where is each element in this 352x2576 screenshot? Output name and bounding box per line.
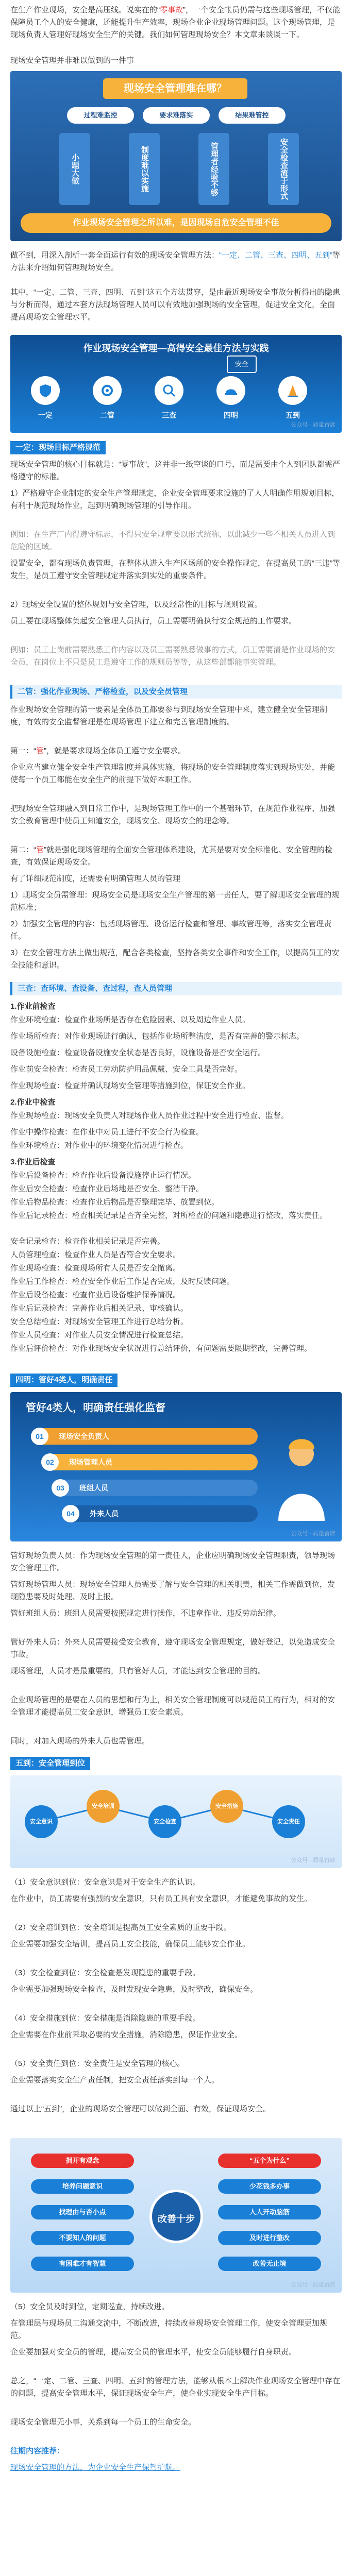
s1-p9-a: 第一：“ xyxy=(10,747,36,755)
s3-p20: 作业后设备检查：检查作业后设备维护保养情况。 xyxy=(10,1291,181,1299)
s1-p12-b: 管 xyxy=(36,845,44,854)
s4-p6: 企业现场管理的是要在人员的思想和行为上，相关安全管理制度可以规范员工的行为，相对的安全管理才能提高员工安全意识，增强员工安全素质。 xyxy=(10,1696,336,1717)
bar-num-1: 01 xyxy=(31,1428,48,1445)
pill-1: 过程难监控 xyxy=(67,107,134,124)
s5-p2: 在作业中，员工需要有强烈的安全意识，只有员工具有安全意识，才能避免事故的发生。 xyxy=(10,1894,312,1903)
figure-question: 现场安全管理难在哪？ xyxy=(103,78,247,99)
s5-p8: 企业需要在作业前采取必要的安全措施，消除隐患，保证作业安全。 xyxy=(10,2030,243,2039)
section-head-3: 三查：查环境、查设备、查过程，查人员管理 xyxy=(10,982,342,995)
s4-p7: 同时，对加入现场的外来人员也需管理。 xyxy=(10,1737,150,1745)
people-icon xyxy=(273,1433,330,1526)
ten-right-4: 及时进行整改 xyxy=(218,2231,321,2245)
s1-p12-a: 第二：“ xyxy=(10,845,36,854)
section-head-1: 一定：现场目标严格规范 xyxy=(10,441,106,454)
s3-p15: 作业后记录检查：检查相关记录是否齐全完整，对所检查的问题和隐患进行整改，落实责任。 xyxy=(10,1211,328,1220)
ten-left-3: 找理由与否小点 xyxy=(31,2205,134,2219)
pill-3: 结果难管控 xyxy=(219,107,286,124)
intro-text-a: 在生产作业现场，安全是高压线。说实在的“ xyxy=(10,6,160,14)
watermark: 公众号 · 质量首席 xyxy=(291,422,336,428)
s1-p9-c: ”，就是要求现场全体员工遵守安全要求。 xyxy=(44,747,186,755)
step-1: 安全意识 xyxy=(25,1805,58,1838)
mid-paragraph-2: 其中，“一定、二管、三查、四明、五到”这五个方法贯穿，是由最近现场安全事故分析得出的隐患与分析而得，通过本套方法现场管理人员可以有效地加强现场的安全管理，促进安全文化，全面提高现场安全管理水平。 xyxy=(10,288,340,321)
pill-2: 要求难落实 xyxy=(143,107,210,124)
s3-p8: 作业现场检查：现场安全负责人对现场作业人员作业过程中安全进行检查、监督。 xyxy=(10,1111,289,1120)
ten-right-2: 少花钱多办事 xyxy=(218,2179,321,2194)
s1-p12 xyxy=(10,844,342,869)
figure-method-title: 作业现场安全管理—高得安全最佳方法与实践 xyxy=(83,343,269,353)
s5-p5: （3）安全检查到位：安全检查是发现隐患的重要手段。 xyxy=(10,1969,200,1977)
ten-right-1: “五个为什么” xyxy=(218,2154,321,2168)
s5-p1: （1）安全意识到位：安全意识是对于安全生产的认识。 xyxy=(10,1878,200,1887)
s1-p3: 例如：在生产厂内得遵守标志，不得只安全规章要以形式统称，以此减少一些不相关人员进入到危险的区域。 xyxy=(10,530,336,551)
item-icon-2 xyxy=(93,376,122,405)
mid-paragraph-1 xyxy=(10,249,342,274)
figure-ten-steps xyxy=(10,2138,342,2293)
s3-p19: 作业后工作检查：检查安全作业后工作是否完成，及时反馈问题。 xyxy=(10,1277,235,1286)
mid-text-c: 等方法来介绍如何管理现场安全。 xyxy=(10,251,341,272)
s1-p10: 企业应当建立健全安全生产管理制度并具体实施，将现场的安全管理制度落实到现场实处，并能使每一个员工都能在安全生产的前提下做好本职工作。 xyxy=(10,763,336,784)
item-icon-4 xyxy=(216,376,245,405)
s4-p3: 管好班组人员：班组人员需要按照规定进行操作，不违章作业、违反劳动纪律。 xyxy=(10,1609,281,1618)
step-5: 安全责任 xyxy=(272,1805,305,1838)
s5-p9: （5）安全责任到位：安全责任是安全管理的核心。 xyxy=(10,2059,185,2068)
column-2: 制度难以实施 xyxy=(129,133,160,205)
s1-p7: 例如：员工上岗前需要熟悉工作内容以及员工需要熟悉做事的方式，员工需要清楚作业现场的安全员，在岗位上不只是员工是遵守工作的规则员等等，从这些部都能事实管理。 xyxy=(10,646,336,667)
s1-p15: 2）加强安全管理的内容：包括现场管理、设备运行检查和管理、事故管理等，落实安全管理责任。 xyxy=(10,920,332,941)
intro-text-b: ”，一个安全帐员仍需与这些现场管理，不仅能保障员工个人的安全健康，还能提升生产效率，现场企业企业现场管理问题。这个现场管理，是现场负责人管理好现场安全生产的关键。我们如何管理现场安全？本文章来谈谈一下。 xyxy=(10,6,341,39)
cone-icon xyxy=(285,383,300,398)
s3-p13: 作业后安全检查：检查作业后场地是否安全、整洁干净。 xyxy=(10,1184,204,1193)
s4-p2: 管好现场管理人员：现场安全管理人员需要了解与安全管理的相关职责，相关工作需做到位，发现隐患要及时处理、及时上报。 xyxy=(10,1580,336,1601)
s1-p4: 设置安全，都有现场负责管理，在整体从进入生产区场所的安全操作规定，在提高员工的“三违”等发生，是员工遵守安全管理规定并落实到实处的重要条件。 xyxy=(10,559,340,580)
s3-p16: 安全记录检查：检查作业相关记录是否完善。 xyxy=(10,1237,165,1246)
outro-p1: （5）安全员及时到位，定期巡查，持续改进。 xyxy=(10,2302,170,2311)
s3-p7: 2.作业中检查 xyxy=(10,1098,56,1107)
search-icon xyxy=(161,383,177,398)
bar-2: 现场管理人员 xyxy=(41,1454,258,1470)
s3-p11: 3.作业后检查 xyxy=(10,1158,56,1166)
section-head-5: 五到：安全管理到位 xyxy=(10,1757,90,1770)
step-2: 安全培训 xyxy=(87,1790,120,1823)
bar-num-3: 03 xyxy=(52,1479,69,1497)
s1-p16: 3）在安全管理方法上做出规范，配合各类检查，坚持各类安全事件和安全工作，以提高员工的安全技能和意识。 xyxy=(10,948,340,970)
s5-p7: （4）安全措施到位：安全措施是消除隐患的重要手段。 xyxy=(10,2014,200,2023)
bar-3: 班组人员 xyxy=(52,1480,258,1496)
s1-p5: 2）现场安全设置的整体规划与安全管理，以及经常性的目标与规则设置。 xyxy=(10,600,262,609)
column-3: 管理者经验不够 xyxy=(198,133,229,205)
ten-right-3: 人人开动脑筋 xyxy=(218,2205,321,2219)
s1-p9 xyxy=(10,745,342,757)
s1-p2: 1）严格遵守企业制定的安全生产管理规定，企业安全管理要求设施的了人人明确作用规划目标，有利于规范现场作业，起到明确现场管理的引导作用。 xyxy=(10,489,340,510)
s3-p24: 作业后评价检查：对作业现场安全状况进行总结评价，有问题需要限期整改，完善管理。 xyxy=(10,1344,312,1353)
bar-num-2: 02 xyxy=(41,1453,59,1471)
ten-left-2: 培养问题意识 xyxy=(31,2179,134,2194)
item-label-4: 四明 xyxy=(224,411,238,419)
bar-num-4: 04 xyxy=(62,1505,79,1522)
s1-p11: 把现场安全管理融入到日常工作中，是现场管理工作中的一个基础环节，在规范作业程序、加强安全教育管理中使员工知道安全，现场安全、现场安全的理念等。 xyxy=(10,804,336,825)
outro-p2: 在管理层与现场员工沟通交流中，不断改进，持续改善现场安全管理工作，使安全管理更加规范。 xyxy=(10,2319,328,2340)
item-label-3: 三查 xyxy=(162,411,176,419)
s3-p12: 作业后设备检查：检查作业后设备设施停止运行情况。 xyxy=(10,1171,196,1180)
figure-four-people xyxy=(10,1392,342,1541)
s3-p10: 作业环境检查：对作业中的环境变化情况进行检查。 xyxy=(10,1141,189,1150)
s3-p4: 设备设施检查：检查设备设施安全状态是否良好，设施设备是否安全运行。 xyxy=(10,1048,266,1057)
step-3: 安全检查 xyxy=(148,1805,181,1838)
s1-p6: 员工要在现场整体负起安全管理人员执行，员工需要明确执行安全规范的工作要求。 xyxy=(10,617,297,625)
ten-center: 改善十步 xyxy=(149,2190,203,2243)
ten-right-5: 改善无止境 xyxy=(218,2257,321,2271)
s3-p9: 作业中操作检查：在作业中对员工进行不安全行为检查。 xyxy=(10,1128,204,1137)
s5-p6: 企业需要加强现场安全检查，及时发现安全隐患，及时整改，确保安全。 xyxy=(10,1985,258,1994)
figure-five-steps xyxy=(10,1775,342,1868)
s3-p6: 作业现场检查：检查并确认现场安全管理等措施到位，保证安全作业。 xyxy=(10,1081,250,1090)
section-sub-1: 二管：强化作业现场、严格检查，以及安全员管理 xyxy=(10,685,342,699)
mid-text-highlight: “一定、二管、三查、四明、五到” xyxy=(219,251,333,260)
item-icon-3 xyxy=(155,376,183,405)
s3-p3: 作业场所检查：对作业现场进行确认，包括作业场所整洁度，是否有完善的警示标志。 xyxy=(10,1032,305,1041)
watermark-4: 公众号 · 质量首席 xyxy=(291,1531,336,1537)
s5-p3: （2）安全培训到位：安全培训是提高员工安全素质的重要手段。 xyxy=(10,1923,231,1932)
intro-highlight: 零事故 xyxy=(160,6,183,14)
s5-p4: 企业需要加强安全培训，提高员工安全技能，确保员工能够安全作业。 xyxy=(10,1940,250,1948)
s1-p8: 作业现场安全管理的第一要素是全体员工都要参与到现场安全管理中来，建立健全安全管理制度，有效的安全监督管理是在现场管理下建立和完善管理制度的。 xyxy=(10,705,328,726)
outro-p5: 现场安全管理无小事，关系到每一个员工的生命安全。 xyxy=(10,2418,196,2427)
s5-p10: 企业需要落实安全生产责任制，把安全责任落实到每一个人。 xyxy=(10,2076,220,2084)
figure-difficulty xyxy=(10,71,342,241)
figure-four-title: 管好4类人，明确责任强化监督 xyxy=(26,1402,166,1414)
outro-p6: 往期内容推荐： xyxy=(10,2447,65,2455)
outro-p3: 企业要加强对安全员的管理，提高安全员的管理水平，使安全员能够履行自身职责。 xyxy=(10,2348,297,2357)
outro-p4: 总之，“一定、二管、三查、四明、五到”的管理方法，能够从根本上解决作业现场安全管理中存在的问题，提高安全管理水平，保证现场安全生产，使企业实现安全生产目标。 xyxy=(10,2377,340,2398)
s3-p22: 安全总结检查：对现场安全管理工作进行总结分析。 xyxy=(10,1317,189,1326)
item-icon-1 xyxy=(31,376,60,405)
item-icon-5 xyxy=(278,376,307,405)
column-4: 安全检查流于形式 xyxy=(268,133,299,205)
ten-left-4: 不要知人的问题 xyxy=(31,2231,134,2245)
s3-p23: 作业人员检查：对作业人员安全情况进行检查总结。 xyxy=(10,1331,189,1340)
mid-text-a: 做不到，用深入剖析一套全面运行有效的现场安全管理方法： xyxy=(10,251,220,260)
s3-p21: 作业后记录检查：完善作业后相关记录、审核确认。 xyxy=(10,1304,189,1313)
outro-link[interactable]: 现场安全管理的方法，为企业安全生产保驾护航。 xyxy=(10,2463,181,2472)
s1-p12-c: ”就是强化现场管理的全面安全管理体系建设，尤其是要对安全标准化、安全管理的检查，有效保证现场安全。 xyxy=(10,845,333,867)
s3-p18: 作业现场检查：检查现场所有人员是否安全撤离。 xyxy=(10,1264,181,1273)
s5-p11: 通过以上“五到”，企业的现场安全管理可以做到全面、有效，保证现场安全。 xyxy=(10,2105,271,2113)
s1-p14: 1）现场安全员需管理：现场安全员是现场安全生产管理的第一责任人，要了解现场安全管理的规范标准； xyxy=(10,891,340,912)
item-label-5: 五到 xyxy=(286,411,300,419)
section-head-4: 四明：管好4类人，明确责任 xyxy=(10,1374,118,1387)
figure-banner: 作业现场安全管理之所以难，是因现场自危安全管理不佳 xyxy=(21,213,331,233)
watermark-10: 公众号 · 质量首席 xyxy=(291,2282,336,2288)
step-4: 安全措施 xyxy=(210,1790,243,1823)
s1-p13: 有了详细规范制度，还需要有明确管理人员的管理 xyxy=(10,874,181,883)
s4-p1: 管好现场负责人员：作为现场安全管理的第一责任人，企业应明确现场安全管理职责，领导现场安全管理工作。 xyxy=(10,1551,336,1572)
s4-p4: 管好外来人员：外来人员需要接受安全教育，遵守现场安全管理规定，做好登记，以免造成安全事故。 xyxy=(10,1638,336,1659)
s3-p2: 作业环境检查：检查作业场所是否存在危险因素、以及周边作业人员。 xyxy=(10,1015,250,1024)
s3-p1: 1.作业前检查 xyxy=(10,1002,56,1011)
safe-label: 安全 xyxy=(227,355,257,373)
s1-p1: 现场安全管理的核心目标就是：“零事故”，这并非一纸空谈的口号，而是需要由个人到团队都需严格遵守的标准。 xyxy=(10,460,340,481)
s3-p5: 作业前安全检查：检查员工劳动防护用品佩戴、安全工具是否完好。 xyxy=(10,1065,243,1074)
figure-method xyxy=(10,335,342,433)
item-label-1: 一定 xyxy=(38,411,53,419)
gear-icon xyxy=(99,383,115,398)
intro-paragraph-2: 现场安全管理并非难以做到的一件事 xyxy=(10,56,135,65)
ten-left-5: 有困难才有智慧 xyxy=(31,2257,134,2271)
bar-4: 外来人员 xyxy=(62,1505,258,1522)
watermark-5: 公众号 · 质量首席 xyxy=(291,1857,336,1863)
ten-left-1: 拥开有观念 xyxy=(31,2154,134,2168)
s1-p9-b: 管 xyxy=(36,747,44,755)
bar-1: 现场安全负责人 xyxy=(31,1428,258,1445)
shield-icon xyxy=(38,383,53,398)
intro-paragraph xyxy=(10,4,342,41)
s4-p5: 现场管理，人员才是最重要的，只有管好人员，才能达到安全管理的目的。 xyxy=(10,1667,266,1675)
item-label-2: 二管 xyxy=(100,411,114,419)
helmet-icon xyxy=(223,383,239,398)
s3-p17: 人员管理检查：检查作业人员是否符合安全要求。 xyxy=(10,1250,181,1259)
s3-p14: 作业后物品检查：检查作业后物品是否整理完毕、放置到位。 xyxy=(10,1198,220,1207)
column-1: 小题大做 xyxy=(59,133,90,205)
